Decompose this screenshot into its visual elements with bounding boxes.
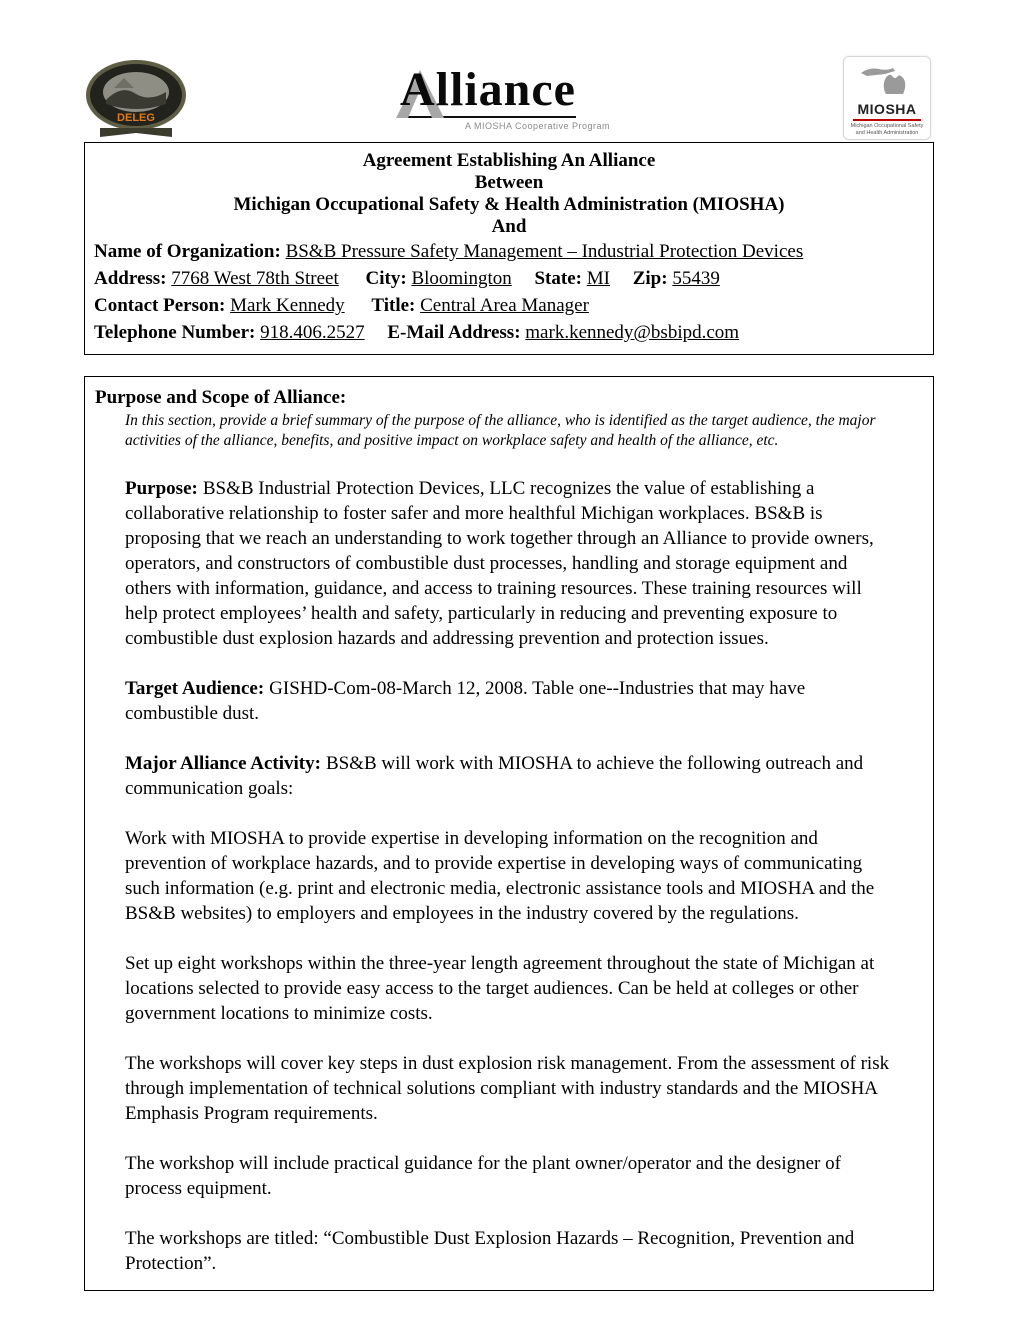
activity-text-5: The workshops are titled: “Combustible Dust Explosion Hazards – Recognition, Prevention and Protection”. — [125, 1228, 855, 1274]
zip-label: Zip: — [632, 268, 668, 289]
target-audience-text: GISHD-Com-08-March 12, 2008. Table one--Industries that may have combustible dust. — [125, 678, 806, 724]
miosha-tagline-line2: and Health Administration — [855, 129, 919, 136]
purpose-text: BS&B Industrial Protection Devices, LLC recognizes the value of establishing a collaborative relationship to foster safer and more healthful Michigan workplaces. BS&B is proposing that we reach an understanding to work together through an Alliance to provide owners, operators, and constructors of combustible dust processes, handling and storage equipment and others with information, guidance, and access to training resources. These training resources will help protect employees’ health and safety, particularly in reducing and preventing exposure to combustible dust explosion hazards and addressing prevention and protection issues. — [125, 478, 874, 649]
activity-paragraph-5 — [125, 1226, 895, 1276]
deleg-seal-icon — [84, 58, 188, 142]
activity-paragraph-3 — [125, 1051, 895, 1126]
address-value: 7768 West 78th Street — [171, 268, 339, 289]
email-value: mark.kennedy@bsbipd.com — [525, 322, 740, 343]
contact-line — [94, 293, 924, 319]
activity-text-2: Set up eight workshops within the three-year length agreement throughout the state of Michigan at locations selected to provide easy access to the target audiences. Can be held at colleges or other government locations to minimize costs. — [125, 953, 875, 1024]
phone-email-line — [94, 320, 924, 346]
miosha-logo — [843, 56, 931, 140]
state-label: State: — [534, 268, 582, 289]
agreement-and: And — [491, 216, 527, 237]
deleg-logo-text: DELEG — [117, 112, 155, 124]
address-label: Address: — [94, 268, 167, 289]
logo-band — [0, 0, 1020, 142]
title-label: Title: — [371, 295, 416, 316]
major-activity-paragraph — [125, 751, 895, 801]
activity-paragraph-4 — [125, 1151, 895, 1201]
target-audience-paragraph — [125, 676, 895, 726]
alliance-logo — [400, 63, 610, 131]
organization-line — [94, 239, 924, 265]
document-content — [84, 142, 934, 1291]
agreement-header-box — [84, 142, 934, 355]
email-label: E-Mail Address: — [387, 322, 521, 343]
telephone-label: Telephone Number: — [94, 322, 256, 343]
contact-person-label: Contact Person: — [94, 295, 226, 316]
organization-value: BS&B Pressure Safety Management – Industrial Protection Devices — [285, 241, 804, 262]
agreement-agency: Michigan Occupational Safety & Health Administration (MIOSHA) — [233, 194, 785, 215]
purpose-paragraph — [125, 476, 895, 651]
city-value: Bloomington — [411, 268, 512, 289]
purpose-scope-heading: Purpose and Scope of Alliance: — [95, 387, 347, 408]
deleg-seal-logo — [84, 58, 188, 142]
activity-paragraph-1 — [125, 826, 895, 926]
title-value: Central Area Manager — [420, 295, 589, 316]
organization-label: Name of Organization: — [94, 241, 281, 262]
michigan-map-icon — [859, 61, 915, 97]
agreement-between: Between — [474, 172, 544, 193]
agreement-title: Agreement Establishing An Alliance — [362, 150, 656, 171]
major-activity-lead: Major Alliance Activity: — [125, 753, 321, 774]
target-audience-lead: Target Audience: — [125, 678, 265, 699]
zip-value: 55439 — [672, 268, 720, 289]
miosha-red-rule — [853, 119, 921, 121]
address-line — [94, 266, 924, 292]
activity-text-1: Work with MIOSHA to provide expertise in developing information on the recognition and prevention of workplace hazards, and to provide expertise in developing ways of communicating such information (e.g. print and electronic media, electronic assistance tools and MIOSHA and the BS&B websites) to employers and employees in the industry covered by the regulations. — [125, 828, 875, 924]
activity-text-3: The workshops will cover key steps in dust explosion risk management. From the assessment of risk through implementation of technical solutions compliant with industry standards and the MIOSHA Emphasis Program requirements. — [125, 1053, 890, 1124]
state-value: MI — [586, 268, 610, 289]
alliance-tagline: A MIOSHA Cooperative Program — [464, 121, 610, 131]
purpose-instructions: In this section, provide a brief summary of the purpose of the alliance, who is identified as the target audience, the major activities of the alliance, benefits, and positive impact on workplace safety and health of the alliance, etc. — [125, 412, 876, 449]
activity-text-4: The workshop will include practical guidance for the plant owner/operator and the designer of process equipment. — [125, 1153, 841, 1199]
miosha-tagline-line1: Michigan Occupational Safety — [850, 122, 924, 129]
miosha-logo-text: MIOSHA — [857, 101, 917, 117]
city-label: City: — [365, 268, 407, 289]
telephone-value: 918.406.2527 — [260, 322, 365, 343]
activity-paragraph-2 — [125, 951, 895, 1026]
major-activity-text: BS&B will work with MIOSHA to achieve the following outreach and communication goals: — [125, 753, 864, 799]
contact-person-value: Mark Kennedy — [230, 295, 345, 316]
alliance-logo-text: Alliance — [400, 63, 576, 116]
purpose-lead: Purpose: — [125, 478, 198, 499]
purpose-scope-box — [84, 376, 934, 1291]
